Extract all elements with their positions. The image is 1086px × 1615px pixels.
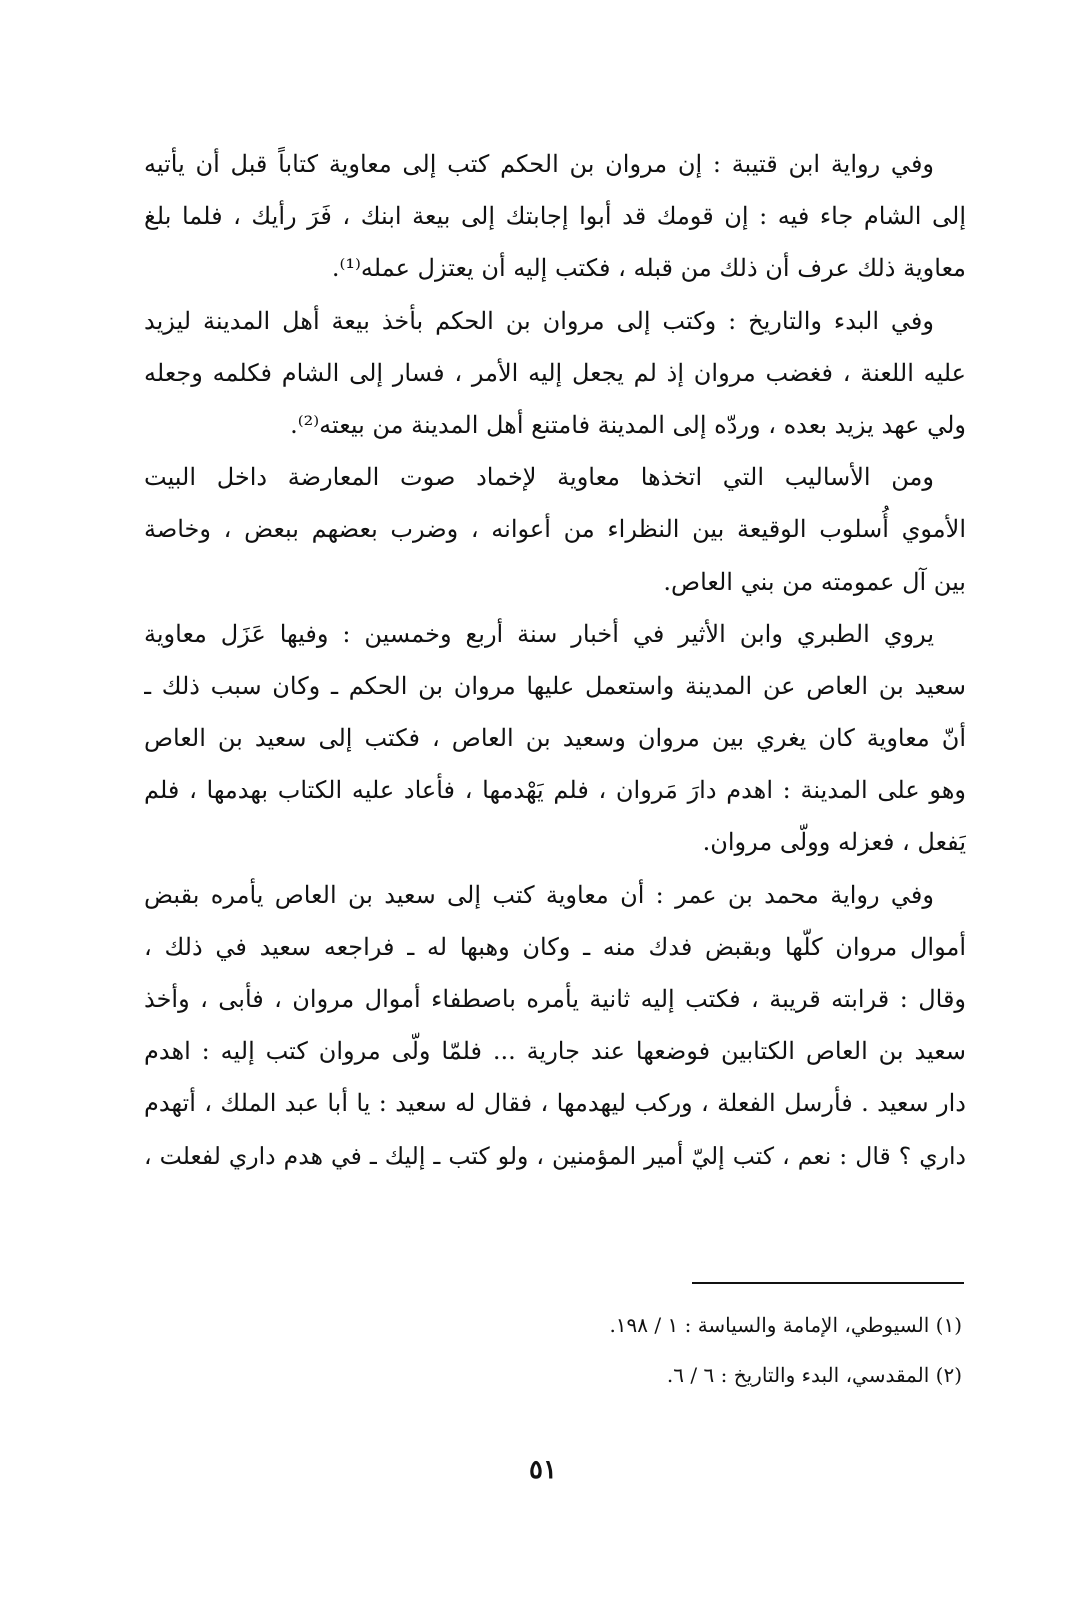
page-number: ٥١ [529,1455,557,1485]
paragraph-tabari-ibn-athir [144,608,966,869]
text-line: يَفعل ، فعزله وولّى مروان. [702,828,966,857]
paragraph-muhammad-ibn-umar [144,869,966,1182]
footnote-2: (٢) المقدسي، البدء والتاريخ : ٦ / ٦. [666,1363,962,1387]
text-line: ولي عهد يزيد بعده ، وردّه إلى المدينة فامتنع أهل المدينة من بيعته⁽²⁾. [290,410,966,439]
text-line: ومن الأساليب التي اتخذها معاوية لإخماد صوت المعارضة داخل البيت [144,463,934,492]
footnotes [300,1300,962,1400]
text-line: وهو على المدينة : اهدم دارَ مَروان ، فلم يَهْدمها ، فأعاد عليه الكتاب بهدمها ، فلم [144,776,966,805]
text-line: بين آل عمومته من بني العاص. [663,567,966,596]
text-line: داري ؟ قال : نعم ، كتب إليّ أمير المؤمنين ، ولو كتب ـ إليك ـ في هدم داري لفعلت ، [144,1141,966,1170]
paragraph-ibn-qutayba [144,138,966,295]
text-line: أنّ معاوية كان يغري بين مروان وسعيد بن العاص ، فكتب إلى سعيد بن العاص [144,724,966,753]
footnote-divider [692,1282,964,1284]
text-line: يروي الطبري وابن الأثير في أخبار سنة أربع وخمسين : وفيها عَزَل معاوية [144,619,934,648]
text-line: وفي رواية محمد بن عمر : أن معاوية كتب إلى سعيد بن العاص يأمره بقبض [144,880,934,909]
main-text [144,138,966,1182]
footnote-1: (١) السيوطي، الإمامة والسياسة : ١ / ١٩٨. [609,1313,962,1337]
text-line: عليه اللعنة ، فغضب مروان إذ لم يجعل إليه الأمر ، فسار إلى الشام فكلمه وجعله [144,358,966,387]
text-line: أموال مروان كلّها وبقبض فدك منه ـ وكان وهبها له ـ فراجعه سعيد في ذلك ، [144,932,966,961]
text-line: الأموي أُسلوب الوقيعة بين النظراء من أعوانه ، وضرب بعضهم ببعض ، وخاصة [144,515,966,544]
paragraph-al-bad-wal-tarikh [144,295,966,452]
text-line: سعيد بن العاص الكتابين فوضعها عند جارية ... فلمّا ولّى مروان كتب إليه : اهدم [144,1037,966,1066]
text-line: وفي رواية ابن قتيبة : إن مروان بن الحكم كتب إلى معاوية كتاباً قبل أن يأتيه [144,150,935,178]
text-line: معاوية ذلك عرف أن ذلك من قبله ، فكتب إليه أن يعتزل عمله⁽¹⁾. [331,254,966,283]
text-line: دار سعيد . فأرسل الفعلة ، وركب ليهدمها ، فقال له سعيد : يا أبا عبد الملك ، أتهدم [144,1089,966,1118]
text-line: إلى الشام جاء فيه : إن قومك قد أبوا إجابتك إلى بيعة ابنك ، فَرَ رأيك ، فلما بلغ [144,202,966,231]
text-line: وفي البدء والتاريخ : وكتب إلى مروان بن الحكم بأخذ بيعة أهل المدينة ليزيد [144,306,934,335]
text-line: وقال : قرابته قريبة ، فكتب إليه ثانية يأمره باصطفاء أموال مروان ، فأبى ، وأخذ [144,985,966,1013]
text-line: سعيد بن العاص عن المدينة واستعمل عليها مروان بن الحكم ـ وكان سبب ذلك ـ [144,671,966,700]
paragraph-umayyad-opposition [144,451,966,608]
